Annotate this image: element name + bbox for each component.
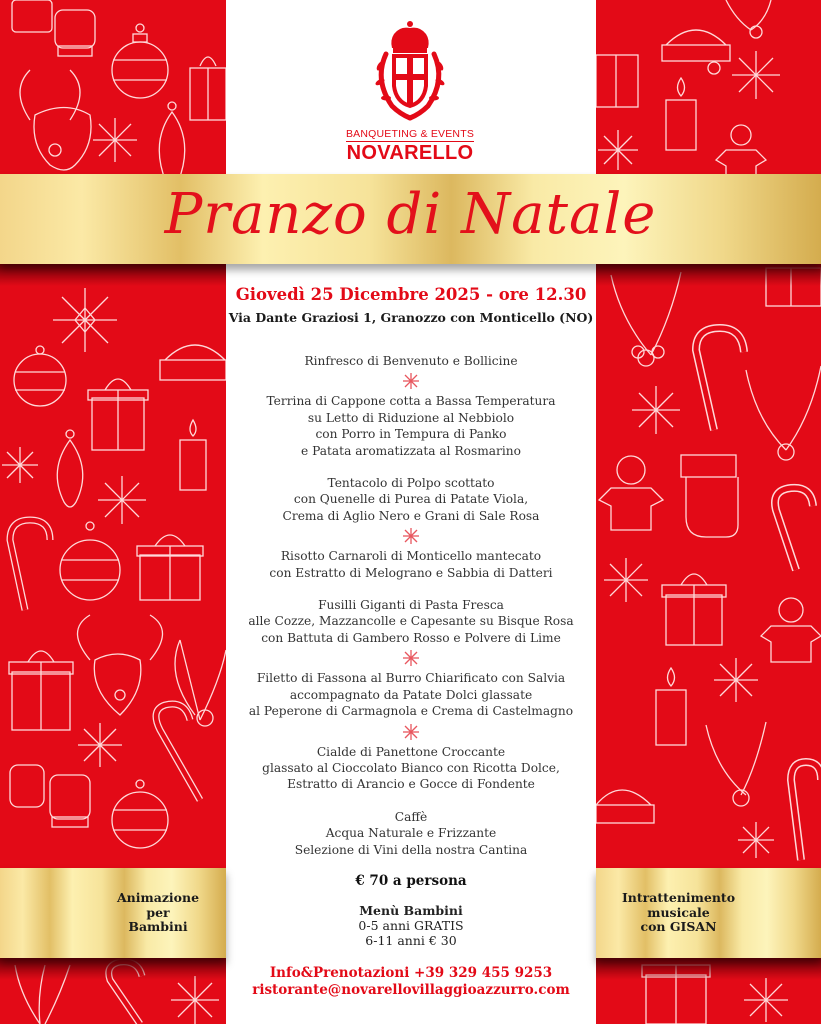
course-item bbox=[226, 393, 596, 459]
candle-icon bbox=[180, 420, 206, 490]
course-item bbox=[226, 475, 596, 524]
gift-icon bbox=[137, 535, 203, 600]
course-line: Selezione di Vini della nostra Cantina bbox=[294, 842, 528, 857]
candy-cane-icon bbox=[10, 520, 50, 610]
kids-menu-title: Menù Bambini bbox=[359, 903, 463, 918]
snowflake-icon bbox=[604, 558, 648, 602]
course-item bbox=[226, 809, 596, 858]
holly-icon bbox=[706, 722, 766, 806]
course-line: con Quenelle di Purea di Patate Viola, bbox=[293, 492, 529, 507]
snowflake-divider bbox=[226, 524, 596, 548]
box-shadow bbox=[0, 958, 226, 980]
snowflake-divider bbox=[226, 646, 596, 670]
course-line: Rinfresco di Benvenuto e Bollicine bbox=[304, 354, 518, 368]
course-item bbox=[226, 597, 596, 646]
box-line: con GISAN bbox=[640, 919, 717, 935]
snowflake-icon bbox=[2, 447, 38, 483]
snowflake-icon bbox=[78, 723, 122, 767]
gift-icon bbox=[190, 57, 226, 120]
ornament-icon bbox=[112, 780, 168, 848]
page-title: Pranzo di Natale bbox=[164, 182, 657, 247]
course-line: Caffè bbox=[394, 809, 428, 824]
ornament-icon bbox=[14, 346, 66, 406]
snowflake-icon bbox=[98, 476, 146, 524]
candy-cane-icon bbox=[156, 704, 200, 800]
reindeer-icon bbox=[20, 70, 91, 170]
gingerbread-icon bbox=[761, 598, 821, 662]
snowflake-icon bbox=[632, 386, 680, 434]
course-line: glassato al Cioccolato Bianco con Ricotta Dolce, bbox=[262, 760, 560, 775]
candy-cane-icon bbox=[775, 488, 813, 570]
box-line: musicale bbox=[647, 904, 710, 920]
ornament-icon bbox=[112, 24, 168, 98]
course-line: e Patata aromatizzata al Rosmarino bbox=[301, 443, 521, 458]
course-line: al Peperone di Carmagnola e Crema di Castelmagno bbox=[248, 704, 574, 719]
snowflake-icon bbox=[598, 130, 638, 170]
gingerbread-icon bbox=[599, 456, 663, 530]
kids-menu-line: 0-5 anni GRATIS bbox=[358, 918, 464, 933]
snowflake-icon bbox=[402, 372, 420, 390]
candy-cane-icon bbox=[791, 762, 821, 860]
kids-menu-line: 6-11 anni € 30 bbox=[365, 933, 457, 948]
course-line: con Battuta di Gambero Rosso e Polvere di Lime bbox=[261, 630, 561, 645]
santa-hat-icon bbox=[596, 790, 654, 823]
santa-hat-icon bbox=[662, 30, 730, 74]
box-shadow bbox=[596, 958, 821, 980]
snowflake-icon bbox=[744, 978, 788, 1022]
snowflake-icon bbox=[714, 658, 758, 702]
box-line: Intrattenimento bbox=[621, 890, 736, 906]
event-date-time: Giovedì 25 Dicembre 2025 - ore 12.30 bbox=[235, 285, 587, 304]
spacer bbox=[226, 459, 596, 475]
snowflake-icon bbox=[402, 527, 420, 545]
phone-line[interactable]: Info&Prenotazioni +39 329 455 9253 bbox=[269, 965, 553, 981]
course-line: Fusilli Giganti di Pasta Fresca bbox=[318, 598, 504, 613]
logo-brand-name: NOVARELLO bbox=[346, 142, 474, 164]
crown-shield-laurel-icon bbox=[368, 20, 452, 122]
kids-menu bbox=[226, 903, 596, 948]
snowflake-icon bbox=[738, 822, 774, 858]
gift-icon bbox=[9, 651, 73, 730]
course-item bbox=[226, 670, 596, 719]
mitten-icon bbox=[12, 0, 95, 56]
snowflake-divider bbox=[226, 720, 596, 744]
email-link[interactable]: ristorante@novarellovillaggioazzurro.com bbox=[252, 982, 570, 998]
candy-cane-icon bbox=[696, 328, 744, 430]
gift-icon bbox=[596, 55, 638, 107]
ornament-icon bbox=[57, 430, 82, 507]
course-line: con Porro in Tempura di Panko bbox=[315, 427, 507, 442]
music-entertainment-box bbox=[596, 868, 821, 958]
course-item bbox=[226, 744, 596, 793]
candle-icon bbox=[666, 78, 696, 150]
snowflake-icon bbox=[402, 649, 420, 667]
snowflake-icon bbox=[402, 723, 420, 741]
snowflake-icon bbox=[732, 51, 780, 99]
logo-tagline: BANQUETING & EVENTS bbox=[345, 128, 475, 140]
course-line: Estratto di Arancio e Gocce di Fondente bbox=[287, 777, 535, 792]
event-address: Via Dante Graziosi 1, Granozzo con Monticello (NO) bbox=[228, 310, 594, 325]
box-line: per bbox=[146, 904, 170, 920]
snowflake-icon bbox=[53, 288, 117, 352]
kids-animation-text bbox=[117, 891, 199, 935]
course-line: Cialde di Panettone Croccante bbox=[316, 744, 506, 759]
holly-icon bbox=[175, 640, 226, 726]
candle-icon bbox=[656, 668, 686, 745]
gift-icon bbox=[88, 379, 148, 450]
spacer bbox=[226, 793, 596, 809]
course-line: Terrina di Cappone cotta a Bassa Temperatura bbox=[266, 394, 556, 409]
holly-icon bbox=[746, 366, 821, 460]
spacer bbox=[226, 581, 596, 597]
title-banner bbox=[0, 174, 821, 264]
logo bbox=[340, 20, 480, 162]
course-line: Risotto Carnaroli di Monticello mantecato bbox=[280, 549, 542, 564]
banner-shadow bbox=[596, 264, 821, 286]
course-line: Tentacolo di Polpo scottato bbox=[327, 476, 495, 491]
course-line: accompagnato da Patate Dolci glassate bbox=[289, 687, 533, 702]
price-per-person: € 70 a persona bbox=[355, 873, 467, 889]
gingerbread-icon bbox=[716, 125, 766, 180]
music-entertainment-text bbox=[622, 891, 735, 935]
course-line: Crema di Aglio Nero e Grani di Sale Rosa bbox=[282, 508, 540, 523]
mitten-icon bbox=[10, 765, 90, 827]
course-line: con Estratto di Melograno e Sabbia di Datteri bbox=[269, 565, 553, 580]
course-item bbox=[226, 353, 596, 369]
banner-shadow bbox=[0, 264, 226, 286]
snowflake-divider bbox=[226, 369, 596, 393]
box-line: Bambini bbox=[128, 919, 188, 935]
course-line: su Letto di Riduzione al Nebbiolo bbox=[307, 410, 515, 425]
kids-animation-box bbox=[0, 868, 226, 958]
course-item bbox=[226, 548, 596, 581]
course-line: alle Cozze, Mazzancolle e Capesante su Bisque Rosa bbox=[248, 614, 574, 629]
course-line: Acqua Naturale e Frizzante bbox=[325, 826, 497, 841]
holly-icon bbox=[726, 0, 771, 38]
box-line: Animazione bbox=[116, 890, 200, 906]
snowflake-icon bbox=[93, 118, 137, 162]
contact-info bbox=[226, 965, 596, 999]
ornament-icon bbox=[60, 522, 120, 600]
gift-icon bbox=[662, 574, 726, 645]
snowflake-icon bbox=[171, 976, 219, 1024]
holly-icon bbox=[611, 272, 681, 366]
stocking-icon bbox=[681, 455, 738, 537]
santa-hat-icon bbox=[160, 345, 226, 380]
course-line: Filetto di Fassona al Burro Chiarificato con Salvia bbox=[256, 671, 566, 686]
reindeer-icon bbox=[78, 615, 163, 715]
menu-list bbox=[226, 353, 596, 858]
